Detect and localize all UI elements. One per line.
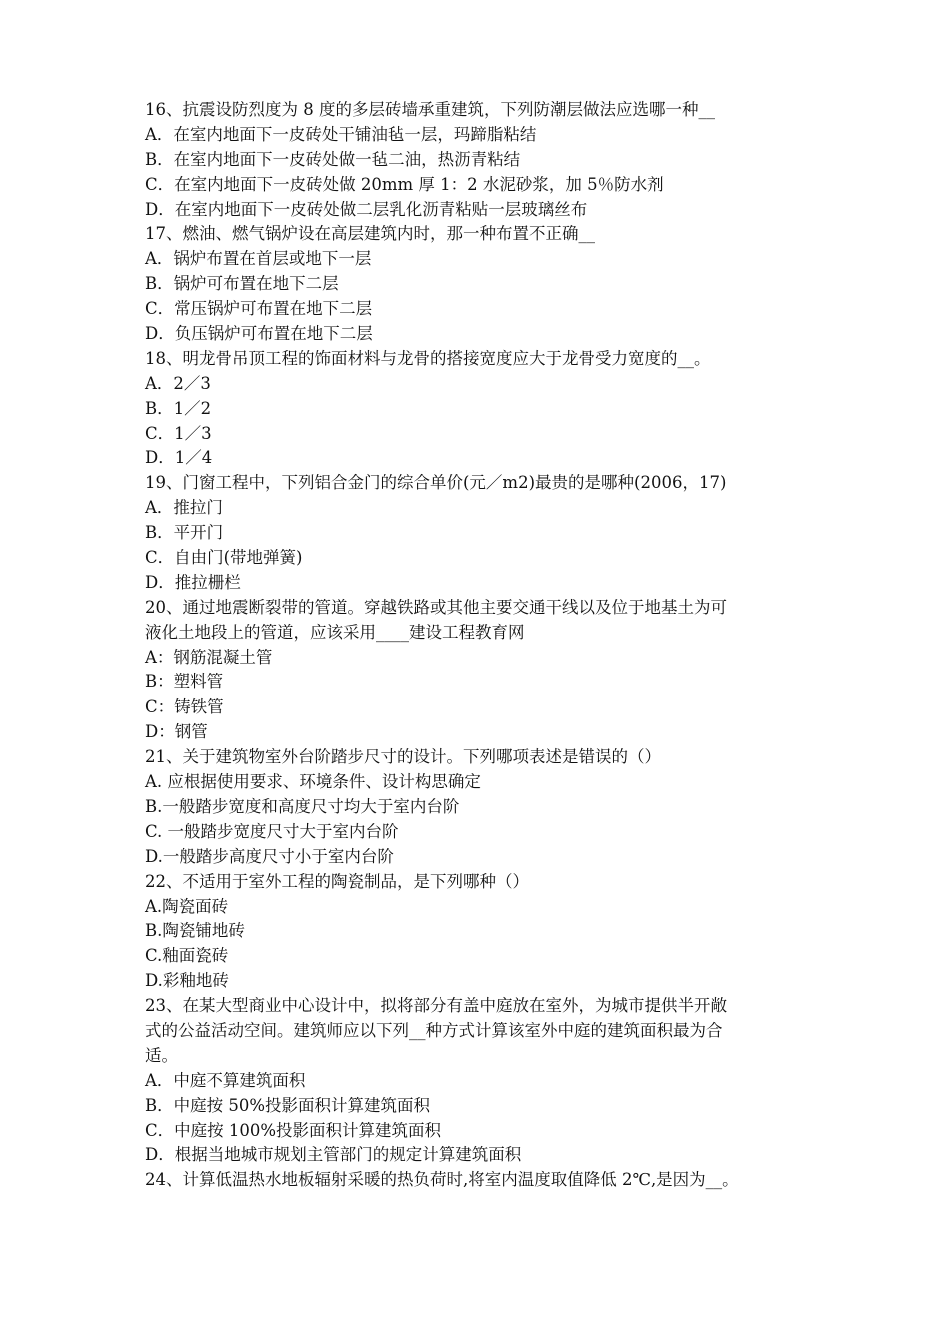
question-19-option-c: C．自由门(带地弹簧): [145, 548, 303, 568]
question-19-stem: 19、门窗工程中，下列铝合金门的综合单价(元／m2)最贵的是哪种(2006，17): [145, 473, 727, 493]
question-21-option-b: B.一般踏步宽度和高度尺寸均大于室内台阶: [145, 796, 460, 816]
question-17-option-d: D．负压锅炉可布置在地下二层: [145, 324, 373, 344]
question-23-option-d: D．根据当地城市规划主管部门的规定计算建筑面积: [145, 1145, 522, 1165]
question-23-option-b: B．中庭按 50%投影面积计算建筑面积: [145, 1095, 431, 1115]
question-18-option-d: D．1／4: [145, 448, 213, 468]
question-22-option-d: D.彩釉地砖: [145, 971, 229, 991]
question-22-option-c: C.釉面瓷砖: [145, 946, 229, 966]
question-20-option-c: C：铸铁管: [145, 697, 224, 717]
question-16-stem: 16、抗震设防烈度为 8 度的多层砖墙承重建筑，下列防潮层做法应选哪一种__: [145, 100, 715, 119]
question-17-option-b: B．锅炉可布置在地下二层: [145, 274, 339, 294]
question-16-option-d: D．在室内地面下一皮砖处做二层乳化沥青粘贴一层玻璃丝布: [145, 199, 588, 219]
question-23-option-a: A．中庭不算建筑面积: [145, 1070, 306, 1090]
question-20-stem-line-1: 20、通过地震断裂带的管道。穿越铁路或其他主要交通干线以及位于地基土为可: [145, 597, 727, 617]
question-23-stem-line-1: 23、在某大型商业中心设计中，拟将部分有盖中庭放在室外，为城市提供半开敞: [145, 996, 727, 1016]
question-17-stem: 17、燃油、燃气锅炉设在高层建筑内时，那一种布置不正确__: [145, 224, 595, 244]
question-18-option-a: A．2／3: [145, 373, 211, 393]
question-19-option-a: A．推拉门: [145, 498, 223, 518]
question-19-option-d: D．推拉栅栏: [145, 572, 241, 592]
question-16-option-a: A．在室内地面下一皮砖处干铺油毡一层，玛蹄脂粘结: [145, 124, 537, 144]
question-18-option-c: C．1／3: [145, 423, 212, 443]
question-20-stem-line-2: 液化土地段上的管道，应该采用____建设工程教育网: [145, 622, 525, 642]
question-23-stem-line-3: 适。: [145, 1045, 178, 1065]
question-20-option-d: D：钢管: [145, 722, 208, 742]
question-22-stem: 22、不适用于室外工程的陶瓷制品，是下列哪种（）: [145, 871, 529, 891]
question-23-stem-line-2: 式的公益活动空间。建筑师应以下列__种方式计算该室外中庭的建筑面积最为合: [145, 1020, 723, 1040]
question-22-option-b: B.陶瓷铺地砖: [145, 921, 245, 941]
question-17-option-c: C．常压锅炉可布置在地下二层: [145, 299, 373, 319]
question-17-option-a: A．锅炉布置在首层或地下一层: [145, 249, 372, 269]
question-21-option-c: C. 一般踏步宽度尺寸大于室内台阶: [145, 821, 399, 841]
question-20-option-b: B：塑料管: [145, 672, 224, 692]
question-19-option-b: B．平开门: [145, 523, 224, 543]
question-23-option-c: C．中庭按 100%投影面积计算建筑面积: [145, 1120, 442, 1140]
question-22-option-a: A.陶瓷面砖: [145, 896, 229, 916]
question-21-option-d: D.一般踏步高度尺寸小于室内台阶: [145, 846, 394, 866]
question-18-stem: 18、明龙骨吊顶工程的饰面材料与龙骨的搭接宽度应大于龙骨受力宽度的__。: [145, 348, 711, 368]
question-18-option-b: B．1／2: [145, 398, 212, 418]
question-21-stem: 21、关于建筑物室外台阶踏步尺寸的设计。下列哪项表述是错误的（）: [145, 747, 661, 767]
question-16-option-c: C．在室内地面下一皮砖处做 20mm 厚 1：2 水泥砂浆，加 5％防水剂: [145, 174, 664, 194]
question-24-stem: 24、计算低温热水地板辐射采暖的热负荷时,将室内温度取值降低 2℃,是因为__。: [145, 1170, 739, 1190]
document-body: [145, 98, 815, 1193]
question-16-option-b: B．在室内地面下一皮砖处做一毡二油，热沥青粘结: [145, 149, 521, 169]
question-21-option-a: A. 应根据使用要求、环境条件、设计构思确定: [145, 772, 481, 792]
question-20-option-a: A：钢筋混凝土管: [145, 647, 273, 667]
